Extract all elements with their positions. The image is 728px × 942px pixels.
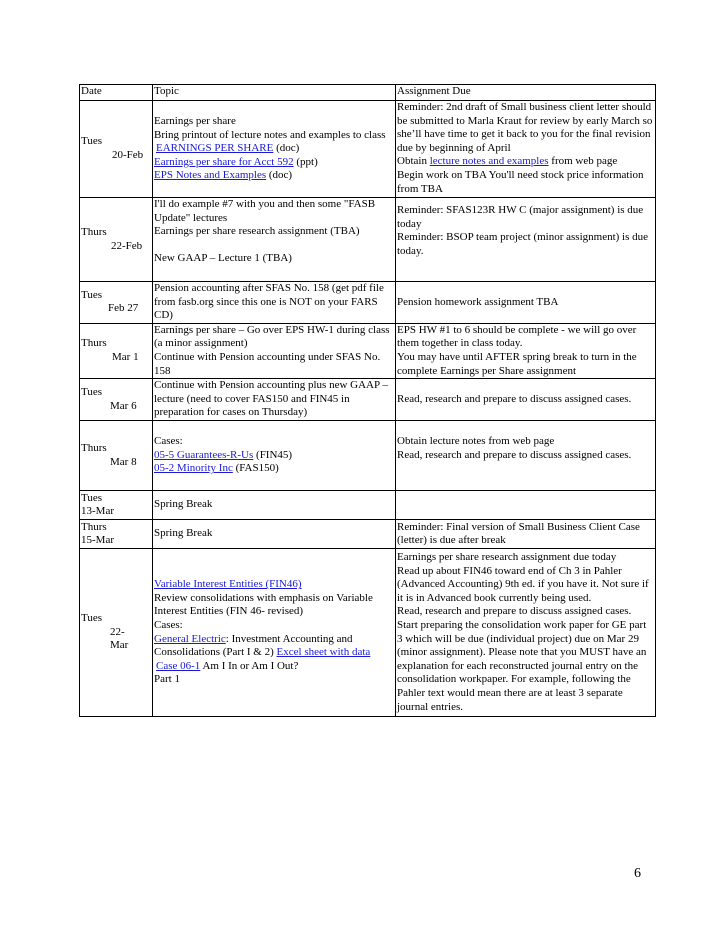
topic-text: Continue with Pension accounting under SFAS No. 158 — [154, 350, 381, 377]
assignment-text: Obtain — [397, 155, 430, 168]
date-cell — [80, 101, 153, 198]
date-cell — [80, 323, 153, 378]
table-row — [80, 549, 656, 717]
assignment-text: Start preparing the consolidation work paper for GE part 3 which will be due (individual project) due on Mar 29 (minor assignment). Please note that you MUST have an explanation for each reconstructed journal entry on the consolidation workpaper. For example, following the Pahler text would mean there are at least 3 separate journal entries. — [397, 619, 647, 713]
topic-text: (FAS150) — [232, 462, 279, 475]
case-06-1-link[interactable]: Case 06-1 — [156, 659, 201, 672]
day-label: Thurs — [81, 442, 107, 455]
date-label: 22- — [110, 625, 125, 638]
date-label: 15-Mar — [81, 534, 114, 547]
day-label: Tues — [81, 491, 102, 504]
assignment-text: EPS HW #1 to 6 should be complete - we will go over them together in class today. — [397, 323, 637, 350]
assignment-text: You may have until AFTER spring break to turn in the complete Earnings per Share assignment — [397, 350, 637, 377]
topic-text: Earnings per share – Go over EPS HW-1 during class (a minor assignment) — [154, 323, 390, 350]
date-label: Mar 1 — [112, 350, 139, 363]
topic-cell — [153, 379, 396, 421]
date-label: 20-Feb — [112, 149, 144, 161]
date-cell — [80, 421, 153, 491]
assignment-text: Reminder: 2nd draft of Small business client letter should be submitted to Marla Kraut for review by early March so she’ll have time to get it back to you for the final revision due by beginning of April — [397, 101, 653, 154]
assignment-cell — [396, 198, 656, 282]
topic-cell — [153, 549, 396, 717]
general-electric-link[interactable]: General Electric — [154, 632, 226, 645]
eps-acct-592-link[interactable]: Earnings per share for Acct 592 — [154, 155, 294, 168]
assignment-text: Read, research and prepare to discuss assigned cases. — [397, 605, 632, 618]
assignment-text: Earnings per share research assignment due today — [397, 551, 617, 564]
topic-text: Cases: — [154, 619, 183, 632]
date-cell — [80, 379, 153, 421]
excel-sheet-link[interactable]: Excel sheet with data — [276, 646, 371, 659]
topic-cell — [153, 520, 396, 549]
topic-text: (doc) — [268, 169, 293, 182]
topic-text: Earnings per share research assignment (TBA) — [154, 225, 360, 238]
topic-text: Earnings per share — [154, 115, 236, 128]
date-label-cont: Mar — [110, 639, 129, 652]
date-cell — [80, 520, 153, 549]
table-row — [80, 421, 656, 491]
header-date: Date — [80, 85, 153, 101]
assignment-text: Reminder: SFAS123R HW C (major assignment) is due today — [397, 204, 644, 230]
table-row — [80, 198, 656, 282]
topic-text: I'll do example #7 with you and then some "FASB Update" lectures — [154, 198, 376, 224]
topic-text: Spring Break — [154, 498, 213, 511]
guarantees-r-us-link[interactable]: 05-5 Guarantees-R-Us — [154, 448, 254, 461]
assignment-cell — [396, 323, 656, 378]
assignment-text: Read up about FIN46 toward end of Ch 3 in Pahler (Advanced Accounting) 9th ed. if you have it. Not sure if it is in Advanced book currently being used. — [397, 564, 649, 604]
date-cell — [80, 549, 153, 717]
assignment-cell — [396, 101, 656, 198]
topic-cell — [153, 421, 396, 491]
topic-text: (ppt) — [296, 155, 318, 168]
topic-text: Am I In or Am I Out? — [200, 659, 299, 672]
date-label: Mar 8 — [110, 455, 137, 468]
table-row — [80, 282, 656, 324]
day-label: Tues — [81, 288, 102, 301]
topic-text: Bring printout of lecture notes and examples to class — [154, 128, 386, 141]
topic-cell — [153, 101, 396, 198]
table-row — [80, 101, 656, 198]
variable-interest-entities-link[interactable]: Variable Interest Entities (FIN46) — [154, 578, 302, 591]
topic-cell — [153, 198, 396, 282]
assignment-cell — [396, 549, 656, 717]
assignment-cell — [396, 520, 656, 549]
assignment-cell — [396, 491, 656, 520]
table-row — [80, 323, 656, 378]
topic-cell — [153, 491, 396, 520]
header-assignment: Assignment Due — [396, 85, 656, 101]
topic-cell — [153, 323, 396, 378]
topic-text: New GAAP – Lecture 1 (TBA) — [154, 252, 292, 265]
topic-text: Review consolidations with emphasis on Variable Interest Entities (FIN 46- revised) — [154, 591, 373, 618]
topic-text: Pension accounting after SFAS No. 158 (get pdf file from fasb.org since this one is NOT on your FARS CD) — [154, 282, 384, 322]
date-label: Mar 6 — [110, 399, 137, 412]
date-label: Feb 27 — [108, 302, 139, 315]
day-label: Tues — [81, 135, 102, 148]
day-label: Thurs — [81, 520, 107, 533]
assignment-text: from web page — [548, 155, 618, 168]
earnings-per-share-link[interactable]: EARNINGS PER SHARE — [156, 142, 274, 155]
date-cell — [80, 198, 153, 282]
assignment-text: Read, research and prepare to discuss assigned cases. — [397, 448, 632, 461]
assignment-text: Reminder: BSOP team project (minor assignment) is due today. — [397, 231, 649, 257]
topic-text: (doc) — [276, 142, 300, 155]
assignment-text: Pension homework assignment TBA — [397, 295, 559, 308]
assignment-text: Begin work on TBA You'll need stock price information from TBA — [397, 168, 644, 195]
topic-text: (FIN45) — [253, 448, 293, 461]
day-label: Tues — [81, 386, 102, 399]
topic-text: Part 1 — [154, 673, 180, 686]
header-topic: Topic — [153, 85, 396, 101]
day-label: Tues — [81, 612, 102, 625]
lecture-notes-link[interactable]: lecture notes and examples — [429, 155, 549, 168]
minority-inc-link[interactable]: 05-2 Minority Inc — [154, 462, 233, 475]
table-row — [80, 520, 656, 549]
date-label: 13-Mar — [81, 505, 114, 518]
table-row — [80, 491, 656, 520]
date-label: 22-Feb — [111, 239, 143, 252]
header-row — [80, 85, 656, 101]
assignment-text: Reminder: Final version of Small Business Client Case (letter) is due after break — [397, 520, 640, 547]
assignment-cell — [396, 282, 656, 324]
day-label: Thurs — [81, 337, 107, 350]
schedule-table — [79, 84, 656, 717]
date-cell — [80, 491, 153, 520]
topic-cell — [153, 282, 396, 324]
assignment-text: Obtain lecture notes from web page — [397, 435, 555, 448]
assignment-text: Read, research and prepare to discuss assigned cases. — [397, 392, 632, 405]
eps-notes-link[interactable]: EPS Notes and Examples — [154, 169, 267, 182]
assignment-cell — [396, 379, 656, 421]
assignment-cell — [396, 421, 656, 491]
topic-text: Cases: — [154, 435, 183, 448]
day-label: Thurs — [81, 225, 107, 238]
topic-text: Continue with Pension accounting plus new GAAP – lecture (need to cover FAS150 and FIN45 in preparation for cases on Thursday) — [154, 379, 388, 419]
page-number: 6 — [634, 866, 641, 881]
table-row — [80, 379, 656, 421]
date-cell — [80, 282, 153, 324]
topic-text: Spring Break — [154, 527, 213, 540]
topic-text: : Investment Accounting and Consolidations (Part I & 2) — [154, 632, 353, 659]
